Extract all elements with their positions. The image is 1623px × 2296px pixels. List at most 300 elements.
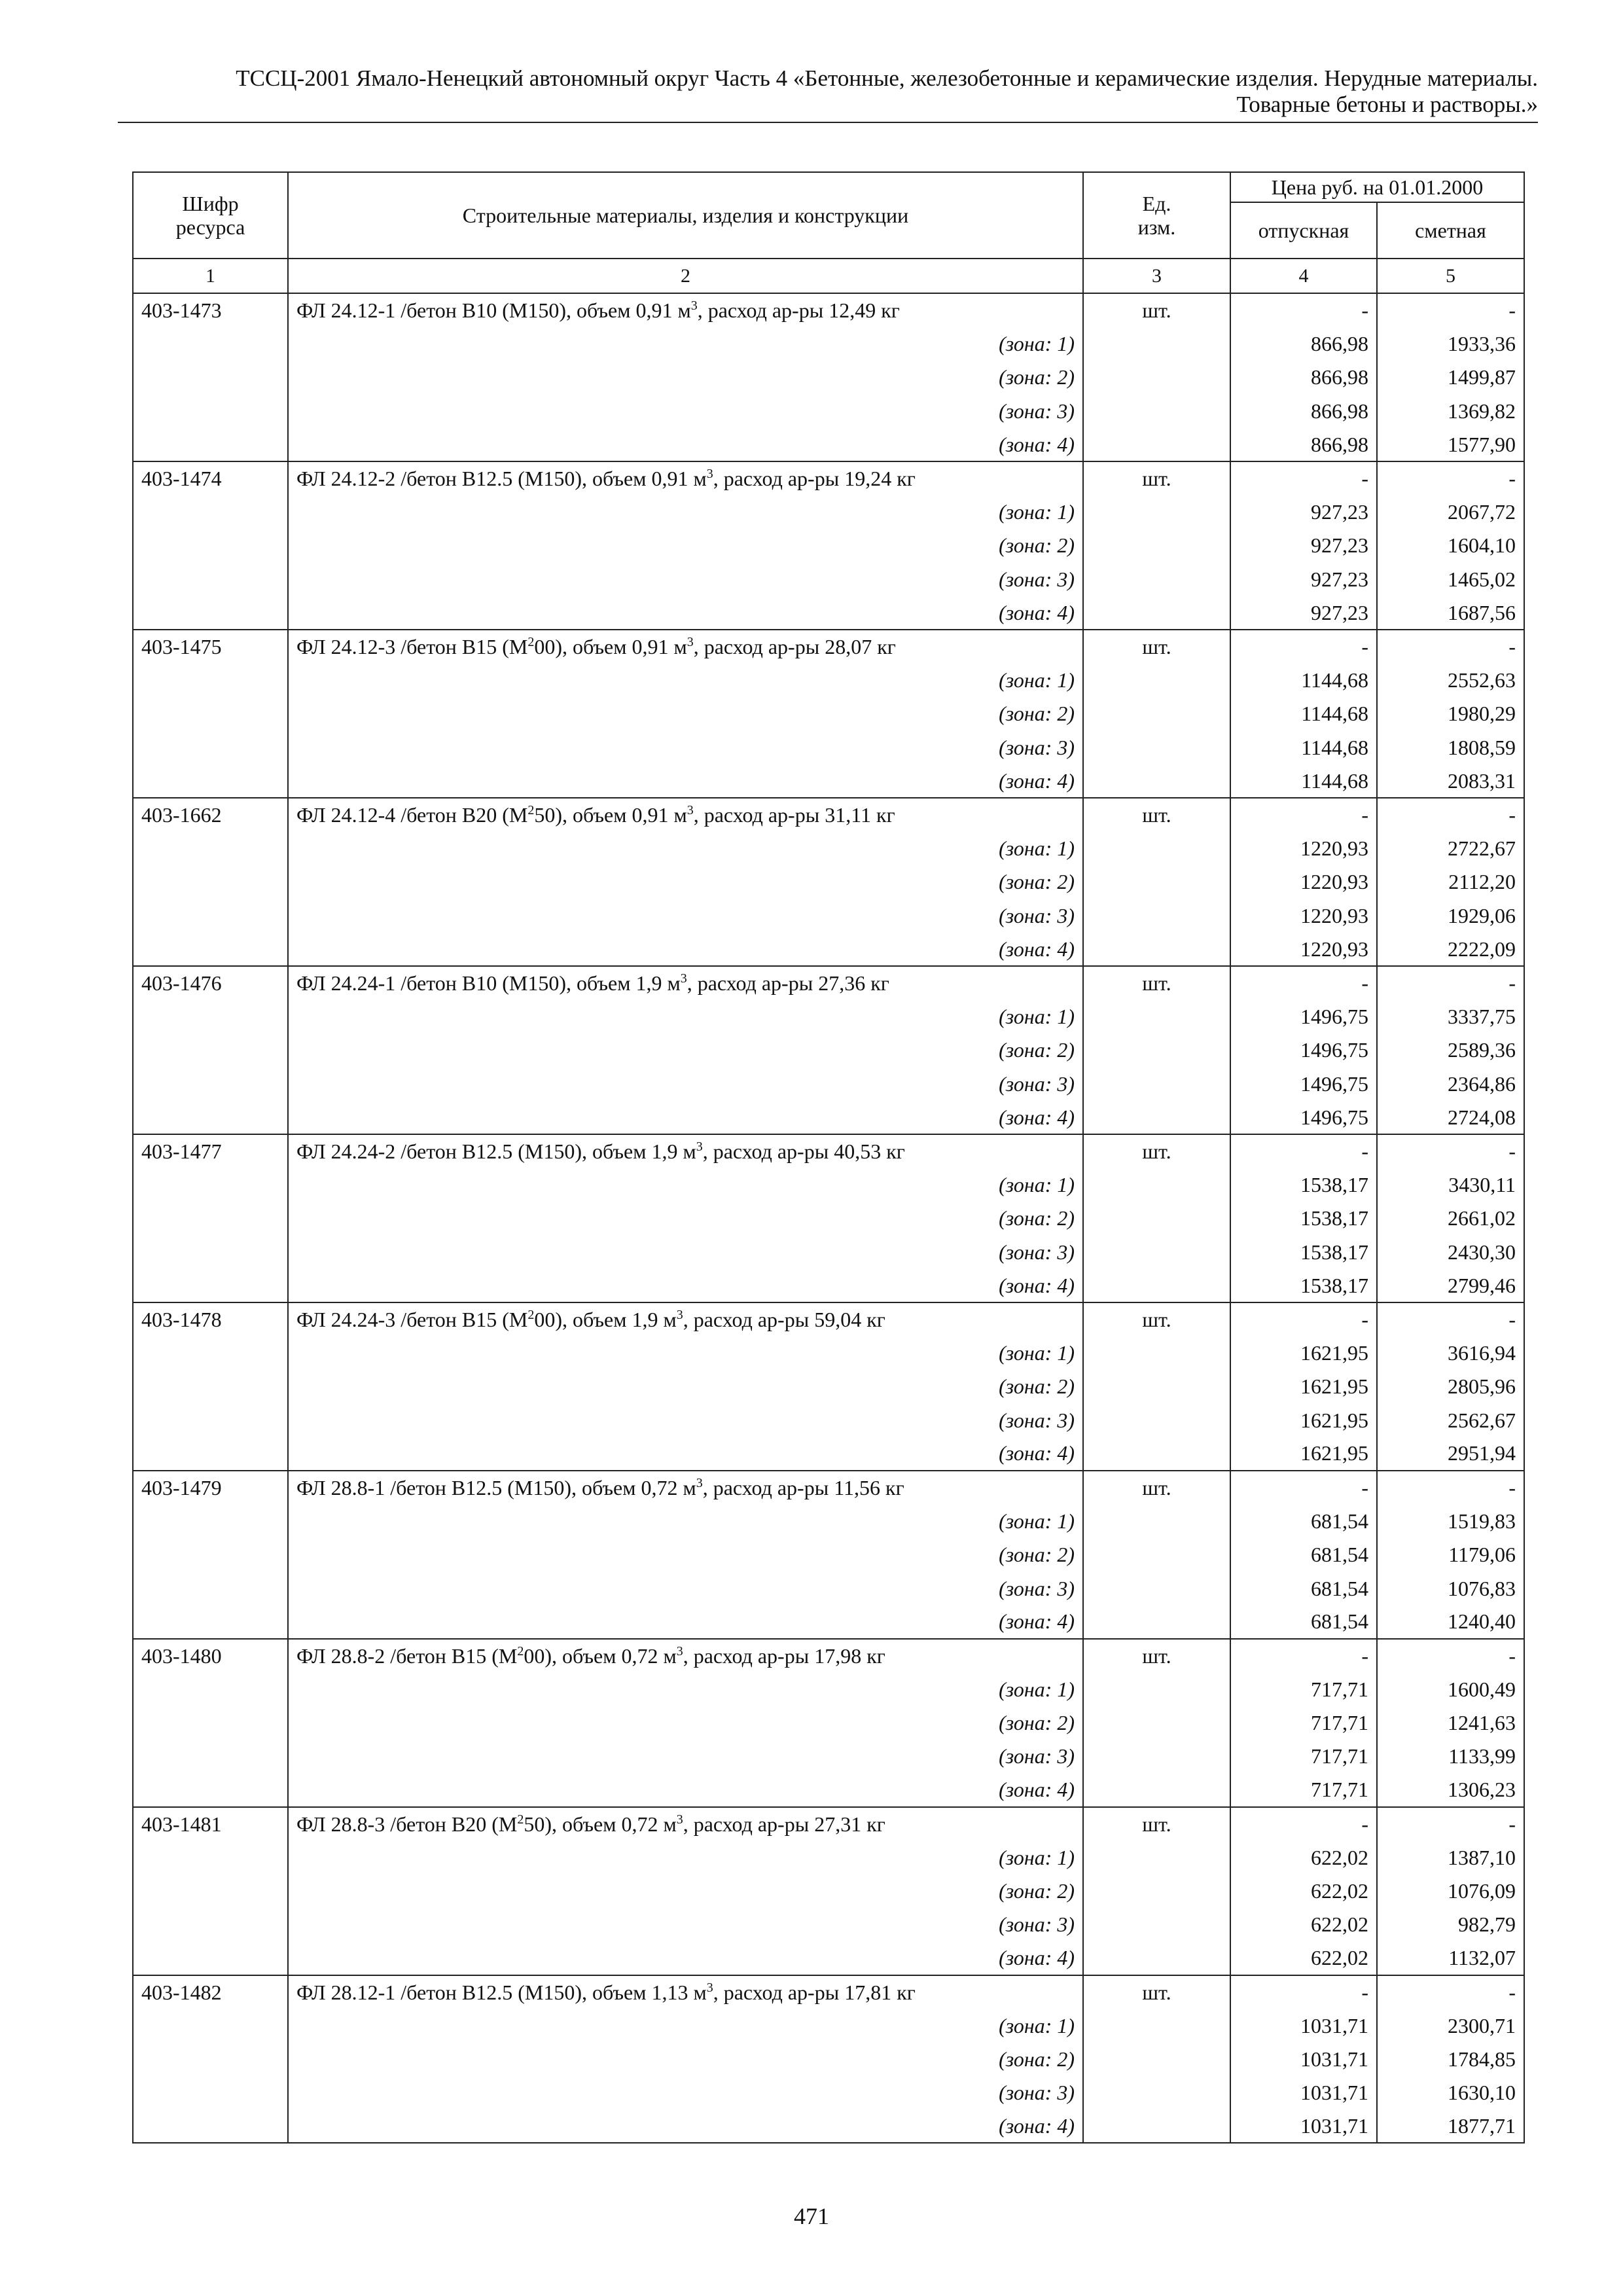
release-price: 1031,71 <box>1230 2109 1377 2143</box>
estimate-price: 2951,94 <box>1377 1437 1524 1470</box>
zone-row <box>133 831 1524 865</box>
zone-row <box>133 1100 1524 1134</box>
estimate-price: 1577,90 <box>1377 428 1524 461</box>
empty-cell <box>1083 1268 1230 1302</box>
table-header <box>133 172 1524 293</box>
estimate-price: 1241,63 <box>1377 1706 1524 1739</box>
col-header-code: Шифр ресурса <box>133 172 288 259</box>
zone-row <box>133 1740 1524 1773</box>
estimate-price: - <box>1377 1639 1524 1672</box>
release-price: 622,02 <box>1230 1941 1377 1975</box>
zone-label: (зона: 1) <box>288 999 1083 1033</box>
superscript: 3 <box>680 971 687 986</box>
release-price: 622,02 <box>1230 1840 1377 1874</box>
estimate-price: 1240,40 <box>1377 1605 1524 1638</box>
zone-row <box>133 1235 1524 1268</box>
empty-cell <box>1083 1840 1230 1874</box>
superscript: 3 <box>696 1139 703 1154</box>
empty-cell <box>1083 697 1230 730</box>
zone-row <box>133 1168 1524 1201</box>
superscript: 3 <box>687 803 694 818</box>
zone-row <box>133 2109 1524 2143</box>
release-price: 1496,75 <box>1230 1100 1377 1134</box>
resource-name <box>288 461 1083 495</box>
empty-cell <box>133 831 288 865</box>
name-text: , расход ар-ры 19,24 кг <box>713 467 916 491</box>
resource-name <box>288 798 1083 831</box>
release-price: 1031,71 <box>1230 2076 1377 2109</box>
empty-cell <box>1083 327 1230 360</box>
empty-cell <box>133 1403 288 1437</box>
resource-name <box>288 966 1083 999</box>
release-price: 1220,93 <box>1230 831 1377 865</box>
empty-cell <box>1083 1202 1230 1235</box>
zone-label: (зона: 2) <box>288 1370 1083 1403</box>
col-header-estimate: сметная <box>1377 202 1524 259</box>
empty-cell <box>133 999 288 1033</box>
zone-row <box>133 1403 1524 1437</box>
estimate-price: 2799,46 <box>1377 1268 1524 1302</box>
table-row <box>133 1134 1524 1168</box>
name-text: ФЛ 28.8-2 /бетон В15 (М <box>296 1643 518 1668</box>
empty-cell <box>1083 1370 1230 1403</box>
resource-code: 403-1482 <box>133 1975 288 2009</box>
resource-name <box>288 1807 1083 1840</box>
col-number: 3 <box>1083 259 1230 293</box>
empty-cell <box>133 495 288 528</box>
release-price: - <box>1230 1471 1377 1504</box>
release-price: 1621,95 <box>1230 1370 1377 1403</box>
estimate-price: 1465,02 <box>1377 562 1524 596</box>
empty-cell <box>133 1672 288 1706</box>
col-header-name: Строительные материалы, изделия и конструкции <box>288 172 1083 259</box>
name-text: , расход ар-ры 59,04 кг <box>683 1307 885 1331</box>
zone-row <box>133 2042 1524 2075</box>
empty-cell <box>133 764 288 797</box>
empty-cell <box>1083 865 1230 899</box>
estimate-price: 982,79 <box>1377 1908 1524 1941</box>
empty-cell <box>1083 831 1230 865</box>
estimate-price: 1687,56 <box>1377 596 1524 630</box>
estimate-price: 2083,31 <box>1377 764 1524 797</box>
release-price: 681,54 <box>1230 1571 1377 1605</box>
empty-cell <box>1083 361 1230 394</box>
zone-label: (зона: 1) <box>288 831 1083 865</box>
superscript: 3 <box>687 635 694 650</box>
estimate-price: 1980,29 <box>1377 697 1524 730</box>
empty-cell <box>133 1874 288 1907</box>
col-number: 1 <box>133 259 288 293</box>
release-price: 622,02 <box>1230 1908 1377 1941</box>
resource-name <box>288 630 1083 663</box>
zone-row <box>133 1202 1524 1235</box>
zone-row <box>133 394 1524 427</box>
name-text: 50), объем 0,91 м <box>534 803 687 827</box>
empty-cell <box>133 1235 288 1268</box>
empty-cell <box>133 327 288 360</box>
name-text: ФЛ 28.8-3 /бетон В20 (М <box>296 1812 518 1836</box>
resource-name <box>288 293 1083 327</box>
release-price: 1031,71 <box>1230 2009 1377 2042</box>
zone-label: (зона: 4) <box>288 1941 1083 1975</box>
release-price: - <box>1230 1302 1377 1336</box>
resource-code: 403-1480 <box>133 1639 288 1672</box>
name-text: 50), объем 0,72 м <box>524 1812 677 1836</box>
empty-cell <box>133 529 288 562</box>
superscript: 2 <box>527 803 535 818</box>
empty-cell <box>133 932 288 965</box>
zone-label: (зона: 1) <box>288 1504 1083 1537</box>
name-text: ФЛ 24.24-2 /бетон В12.5 (М150), объем 1,9 м <box>296 1139 696 1163</box>
unit-cell: шт. <box>1083 1134 1230 1168</box>
zone-label: (зона: 4) <box>288 2109 1083 2143</box>
estimate-price: 3337,75 <box>1377 999 1524 1033</box>
zone-label: (зона: 1) <box>288 1168 1083 1201</box>
zone-row <box>133 1672 1524 1706</box>
release-price: 681,54 <box>1230 1537 1377 1571</box>
zone-row <box>133 1504 1524 1537</box>
estimate-price: 2552,63 <box>1377 663 1524 696</box>
empty-cell <box>133 1571 288 1605</box>
zone-label: (зона: 3) <box>288 1235 1083 1268</box>
release-price: 927,23 <box>1230 529 1377 562</box>
zone-row <box>133 730 1524 764</box>
table-row <box>133 1807 1524 1840</box>
empty-cell <box>133 1706 288 1739</box>
empty-cell <box>1083 932 1230 965</box>
release-price: 717,71 <box>1230 1706 1377 1739</box>
release-price: - <box>1230 461 1377 495</box>
empty-cell <box>133 2009 288 2042</box>
estimate-price: 1132,07 <box>1377 1941 1524 1975</box>
empty-cell <box>1083 999 1230 1033</box>
release-price: 1621,95 <box>1230 1437 1377 1470</box>
zone-row <box>133 697 1524 730</box>
unit-cell: шт. <box>1083 1302 1230 1336</box>
superscript: 3 <box>706 467 713 482</box>
release-price: - <box>1230 966 1377 999</box>
table-row <box>133 1471 1524 1504</box>
zone-row <box>133 1336 1524 1369</box>
estimate-price: 2112,20 <box>1377 865 1524 899</box>
empty-cell <box>133 1100 288 1134</box>
empty-cell <box>1083 1605 1230 1638</box>
superscript: 3 <box>706 1980 713 1995</box>
release-price: - <box>1230 1134 1377 1168</box>
empty-cell <box>1083 1941 1230 1975</box>
unit-cell: шт. <box>1083 798 1230 831</box>
estimate-price: 2364,86 <box>1377 1067 1524 1100</box>
release-price: 1144,68 <box>1230 764 1377 797</box>
estimate-price: 1877,71 <box>1377 2109 1524 2143</box>
release-price: 1538,17 <box>1230 1268 1377 1302</box>
name-text: ФЛ 24.24-1 /бетон В10 (М150), объем 1,9 м <box>296 971 681 995</box>
empty-cell <box>1083 1706 1230 1739</box>
empty-cell <box>1083 1168 1230 1201</box>
unit-cell: шт. <box>1083 630 1230 663</box>
empty-cell <box>133 899 288 932</box>
empty-cell <box>1083 663 1230 696</box>
zone-row <box>133 1033 1524 1067</box>
resource-code: 403-1479 <box>133 1471 288 1504</box>
empty-cell <box>133 1168 288 1201</box>
estimate-price: 1306,23 <box>1377 1773 1524 1806</box>
empty-cell <box>133 1370 288 1403</box>
empty-cell <box>133 1941 288 1975</box>
estimate-price: 1808,59 <box>1377 730 1524 764</box>
zone-row <box>133 663 1524 696</box>
zone-row <box>133 865 1524 899</box>
zone-label: (зона: 4) <box>288 1437 1083 1470</box>
estimate-price: 1387,10 <box>1377 1840 1524 1874</box>
price-table <box>132 171 1525 2144</box>
zone-row <box>133 1571 1524 1605</box>
resource-code: 403-1476 <box>133 966 288 999</box>
zone-label: (зона: 1) <box>288 1840 1083 1874</box>
estimate-price: - <box>1377 293 1524 327</box>
empty-cell <box>133 2042 288 2075</box>
zone-row <box>133 1537 1524 1571</box>
superscript: 3 <box>676 1643 683 1659</box>
empty-cell <box>133 394 288 427</box>
empty-cell <box>133 1908 288 1941</box>
empty-cell <box>1083 1740 1230 1773</box>
unit-cell: шт. <box>1083 1639 1230 1672</box>
empty-cell <box>1083 1672 1230 1706</box>
superscript: 3 <box>696 1475 703 1490</box>
zone-row <box>133 1773 1524 1806</box>
release-price: - <box>1230 1639 1377 1672</box>
release-price: - <box>1230 630 1377 663</box>
name-text: ФЛ 24.12-4 /бетон В20 (М <box>296 803 528 827</box>
unit-cell: шт. <box>1083 293 1230 327</box>
release-price: 681,54 <box>1230 1605 1377 1638</box>
estimate-price: 1076,09 <box>1377 1874 1524 1907</box>
release-price: 717,71 <box>1230 1740 1377 1773</box>
zone-label: (зона: 1) <box>288 495 1083 528</box>
release-price: 1496,75 <box>1230 999 1377 1033</box>
superscript: 2 <box>527 1307 535 1322</box>
name-text: ФЛ 28.12-1 /бетон В12.5 (М150), объем 1,13 м <box>296 1980 707 2004</box>
zone-label: (зона: 2) <box>288 1202 1083 1235</box>
estimate-price: 2724,08 <box>1377 1100 1524 1134</box>
empty-cell <box>1083 1874 1230 1907</box>
name-text: ФЛ 28.8-1 /бетон В12.5 (М150), объем 0,72 м <box>296 1475 696 1499</box>
zone-label: (зона: 2) <box>288 1537 1083 1571</box>
resource-code: 403-1473 <box>133 293 288 327</box>
empty-cell <box>133 562 288 596</box>
table-row <box>133 630 1524 663</box>
estimate-price: - <box>1377 1807 1524 1840</box>
estimate-price: - <box>1377 461 1524 495</box>
zone-label: (зона: 3) <box>288 899 1083 932</box>
zone-label: (зона: 2) <box>288 1033 1083 1067</box>
resource-name <box>288 1639 1083 1672</box>
zone-row <box>133 1370 1524 1403</box>
empty-cell <box>1083 428 1230 461</box>
resource-name <box>288 1471 1083 1504</box>
empty-cell <box>1083 2009 1230 2042</box>
estimate-price: 2589,36 <box>1377 1033 1524 1067</box>
zone-row <box>133 999 1524 1033</box>
release-price: 866,98 <box>1230 327 1377 360</box>
resource-name <box>288 1302 1083 1336</box>
table-row <box>133 1975 1524 2009</box>
empty-cell <box>133 2076 288 2109</box>
empty-cell <box>133 663 288 696</box>
empty-cell <box>1083 1033 1230 1067</box>
zone-label: (зона: 3) <box>288 1908 1083 1941</box>
header-line-1: ТССЦ-2001 Ямало-Ненецкий автономный округ Часть 4 «Бетонные, железобетонные и керамические изделия. Нерудные материалы. <box>236 65 1538 91</box>
release-price: 1538,17 <box>1230 1168 1377 1201</box>
zone-label: (зона: 3) <box>288 1740 1083 1773</box>
zone-label: (зона: 1) <box>288 1336 1083 1369</box>
release-price: 866,98 <box>1230 361 1377 394</box>
zone-label: (зона: 2) <box>288 1706 1083 1739</box>
zone-row <box>133 1268 1524 1302</box>
name-text: , расход ар-ры 12,49 кг <box>697 298 900 323</box>
empty-cell <box>133 1773 288 1806</box>
release-price: 681,54 <box>1230 1504 1377 1537</box>
superscript: 2 <box>517 1643 524 1659</box>
empty-cell <box>1083 596 1230 630</box>
zone-row <box>133 361 1524 394</box>
empty-cell <box>1083 730 1230 764</box>
release-price: 866,98 <box>1230 428 1377 461</box>
zone-label: (зона: 4) <box>288 596 1083 630</box>
estimate-price: 3430,11 <box>1377 1168 1524 1201</box>
resource-code: 403-1662 <box>133 798 288 831</box>
zone-row <box>133 1605 1524 1638</box>
empty-cell <box>133 1067 288 1100</box>
empty-cell <box>133 1740 288 1773</box>
name-text: , расход ар-ры 17,98 кг <box>683 1643 885 1668</box>
table-row <box>133 966 1524 999</box>
estimate-price: 1600,49 <box>1377 1672 1524 1706</box>
page-header <box>118 65 1538 123</box>
release-price: 866,98 <box>1230 394 1377 427</box>
table-row <box>133 461 1524 495</box>
name-text: ФЛ 24.24-3 /бетон В15 (М <box>296 1307 528 1331</box>
empty-cell <box>133 1268 288 1302</box>
estimate-price: - <box>1377 1471 1524 1504</box>
empty-cell <box>133 361 288 394</box>
empty-cell <box>1083 1437 1230 1470</box>
unit-cell: шт. <box>1083 1471 1230 1504</box>
estimate-price: - <box>1377 630 1524 663</box>
estimate-price: 1179,06 <box>1377 1537 1524 1571</box>
empty-cell <box>133 428 288 461</box>
resource-code: 403-1474 <box>133 461 288 495</box>
zone-label: (зона: 4) <box>288 764 1083 797</box>
zone-row <box>133 1908 1524 1941</box>
release-price: 1031,71 <box>1230 2042 1377 2075</box>
release-price: 1538,17 <box>1230 1235 1377 1268</box>
zone-label: (зона: 3) <box>288 562 1083 596</box>
empty-cell <box>133 1537 288 1571</box>
zone-label: (зона: 3) <box>288 1571 1083 1605</box>
estimate-price: - <box>1377 798 1524 831</box>
table-row <box>133 798 1524 831</box>
resource-code: 403-1481 <box>133 1807 288 1840</box>
zone-label: (зона: 2) <box>288 697 1083 730</box>
unit-cell: шт. <box>1083 1807 1230 1840</box>
empty-cell <box>1083 2076 1230 2109</box>
zone-label: (зона: 2) <box>288 1874 1083 1907</box>
empty-cell <box>1083 2109 1230 2143</box>
unit-cell: шт. <box>1083 461 1230 495</box>
zone-row <box>133 327 1524 360</box>
table-body <box>133 293 1524 2143</box>
empty-cell <box>133 1605 288 1638</box>
name-text: ФЛ 24.12-2 /бетон В12.5 (М150), объем 0,91 м <box>296 467 707 491</box>
empty-cell <box>133 865 288 899</box>
release-price: 1220,93 <box>1230 899 1377 932</box>
zone-label: (зона: 1) <box>288 327 1083 360</box>
name-text: 00), объем 0,91 м <box>534 635 687 659</box>
estimate-price: - <box>1377 1134 1524 1168</box>
empty-cell <box>1083 1908 1230 1941</box>
release-price: 1621,95 <box>1230 1403 1377 1437</box>
resource-code: 403-1475 <box>133 630 288 663</box>
empty-cell <box>1083 495 1230 528</box>
name-text: 00), объем 1,9 м <box>534 1307 677 1331</box>
empty-cell <box>1083 1100 1230 1134</box>
zone-row <box>133 562 1524 596</box>
zone-row <box>133 1706 1524 1739</box>
zone-label: (зона: 3) <box>288 2076 1083 2109</box>
zone-label: (зона: 3) <box>288 730 1083 764</box>
release-price: 1621,95 <box>1230 1336 1377 1369</box>
name-text: , расход ар-ры 28,07 кг <box>693 635 896 659</box>
empty-cell <box>1083 2042 1230 2075</box>
zone-label: (зона: 4) <box>288 1773 1083 1806</box>
empty-cell <box>133 1033 288 1067</box>
name-text: ФЛ 24.12-3 /бетон В15 (М <box>296 635 528 659</box>
zone-row <box>133 529 1524 562</box>
zone-row <box>133 1840 1524 1874</box>
zone-row <box>133 899 1524 932</box>
zone-row <box>133 1941 1524 1975</box>
superscript: 2 <box>527 635 535 650</box>
release-price: - <box>1230 798 1377 831</box>
zone-label: (зона: 4) <box>288 932 1083 965</box>
empty-cell <box>133 697 288 730</box>
header-line-2: Товарные бетоны и растворы.» <box>1236 92 1538 117</box>
empty-cell <box>1083 764 1230 797</box>
estimate-price: 2562,67 <box>1377 1403 1524 1437</box>
empty-cell <box>1083 1067 1230 1100</box>
superscript: 3 <box>676 1812 683 1827</box>
name-text: ФЛ 24.12-1 /бетон В10 (М150), объем 0,91 м <box>296 298 691 323</box>
zone-row <box>133 2076 1524 2109</box>
estimate-price: 2805,96 <box>1377 1370 1524 1403</box>
zone-row <box>133 1067 1524 1100</box>
zone-label: (зона: 1) <box>288 1672 1083 1706</box>
estimate-price: 2722,67 <box>1377 831 1524 865</box>
name-text: , расход ар-ры 40,53 кг <box>702 1139 905 1163</box>
zone-label: (зона: 4) <box>288 428 1083 461</box>
empty-cell <box>1083 1773 1230 1806</box>
unit-cell: шт. <box>1083 1975 1230 2009</box>
resource-code: 403-1477 <box>133 1134 288 1168</box>
empty-cell <box>1083 394 1230 427</box>
zone-row <box>133 2009 1524 2042</box>
estimate-price: 1076,83 <box>1377 1571 1524 1605</box>
superscript: 2 <box>517 1812 524 1827</box>
zone-row <box>133 495 1524 528</box>
release-price: 1496,75 <box>1230 1067 1377 1100</box>
